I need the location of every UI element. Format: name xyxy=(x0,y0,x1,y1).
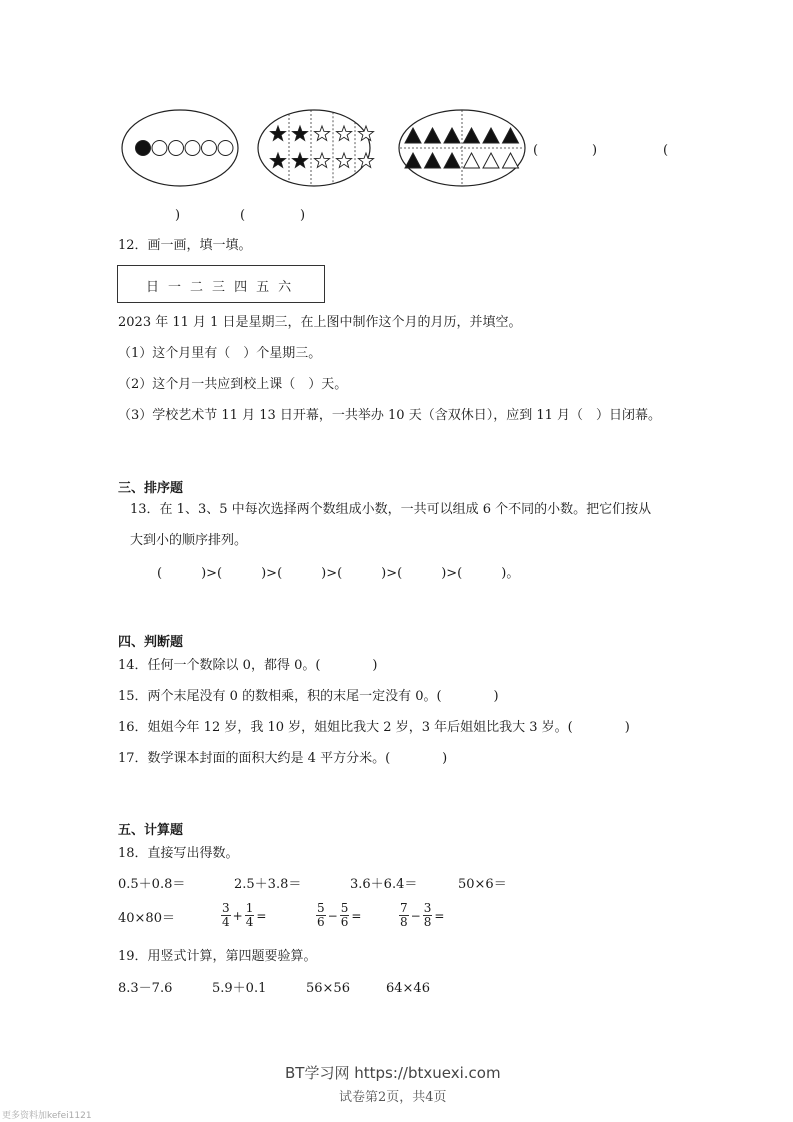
q12-intro: 2023 年 11 月 1 日是星期三，在上图中制作这个月的月历，并填空。 xyxy=(118,315,522,330)
section3-heading: 三、排序题 xyxy=(118,481,184,496)
empty-circle-icon xyxy=(152,141,167,156)
star-group-figure xyxy=(258,110,374,186)
side-watermark: 更多资料加kefei1121 xyxy=(2,1111,92,1121)
empty-star-icon xyxy=(358,126,373,140)
q13-order-row: ( )>( )>( )>( )>( )>( )。 xyxy=(157,566,520,581)
judge-item-15: 15．两个末尾没有 0 的数相乘，积的末尾一定没有 0。( ) xyxy=(118,689,499,704)
blank-open-paren: ( xyxy=(240,208,246,223)
fraction xyxy=(423,902,433,929)
numerator: 7 xyxy=(400,901,408,915)
calc-item: 2.5＋3.8＝ xyxy=(234,877,302,892)
numerator: 3 xyxy=(423,901,432,915)
q12-sub3: （3）学校艺术节 11 月 13 日开幕，一共举办 10 天（含双休日），应到 11 月（ ）日闭幕。 xyxy=(118,408,661,423)
filled-triangle-icon xyxy=(425,128,441,143)
blank-close-paren: ) xyxy=(175,208,181,223)
denominator: 4 xyxy=(245,915,254,929)
blank-open-paren: ( xyxy=(663,143,669,158)
weekday-label: 六 xyxy=(278,280,292,295)
q12-title: 12．画一画，填一填。 xyxy=(118,238,252,253)
weekday-label: 五 xyxy=(256,280,270,295)
q18-title: 18．直接写出得数。 xyxy=(118,846,239,861)
calc-item: 40×80＝ xyxy=(118,911,175,926)
denominator: 6 xyxy=(317,915,325,929)
filled-star-icon xyxy=(270,153,285,167)
filled-triangle-icon xyxy=(444,153,460,168)
filled-triangle-icon xyxy=(405,153,421,168)
filled-triangle-icon xyxy=(405,128,421,143)
filled-triangle-icon xyxy=(503,128,519,143)
equals: = xyxy=(434,908,445,923)
filled-star-icon xyxy=(270,126,285,140)
calc-item: 0.5＋0.8＝ xyxy=(118,877,186,892)
q13-line1: 13．在 1、3、5 中每次选择两个数组成小数，一共可以组成 6 个不同的小数。把它们按从 xyxy=(130,502,652,517)
judge-item-16: 16．姐姐今年 12 岁，我 10 岁，姐姐比我大 2 岁，3 年后姐姐比我大 3 岁。( ) xyxy=(118,720,630,735)
vertical-calc-item: 64×46 xyxy=(386,981,430,996)
site-watermark: BT学习网 https://btxuexi.com xyxy=(285,1064,501,1082)
empty-star-icon xyxy=(336,153,351,167)
filled-star-icon xyxy=(292,126,307,140)
blank-close-paren: ) xyxy=(592,143,598,158)
weekday-label: 三 xyxy=(212,280,226,295)
denominator: 8 xyxy=(423,915,432,929)
empty-triangle-icon xyxy=(464,153,480,168)
empty-circle-icon xyxy=(185,141,200,156)
calc-item: 50×6＝ xyxy=(458,877,507,892)
fraction-expression xyxy=(399,902,446,929)
filled-triangle-icon xyxy=(464,128,480,143)
numerator: 5 xyxy=(317,901,325,915)
fraction xyxy=(221,902,231,929)
triangle-group-figure xyxy=(399,110,525,186)
section4-heading: 四、判断题 xyxy=(118,635,184,650)
fraction xyxy=(316,902,326,929)
filled-star-icon xyxy=(292,153,307,167)
fraction-expression xyxy=(221,902,268,929)
operator: + xyxy=(232,908,243,923)
operator: − xyxy=(410,908,421,923)
numerator: 1 xyxy=(245,901,254,915)
q13-line2: 大到小的顺序排列。 xyxy=(130,533,248,548)
fraction xyxy=(245,902,255,929)
circle-group-figure xyxy=(122,110,238,186)
q19-title: 19．用竖式计算，第四题要验算。 xyxy=(118,949,317,964)
empty-triangle-icon xyxy=(503,153,519,168)
q11-figures xyxy=(118,108,538,190)
vertical-calc-item: 56×56 xyxy=(306,981,350,996)
empty-star-icon xyxy=(314,153,329,167)
vertical-calc-item: 5.9＋0.1 xyxy=(212,981,267,996)
filled-triangle-icon xyxy=(483,128,499,143)
calendar-header-box xyxy=(117,265,325,303)
empty-star-icon xyxy=(314,126,329,140)
section5-heading: 五、计算题 xyxy=(118,823,184,838)
filled-circle-icon xyxy=(136,141,151,156)
denominator: 8 xyxy=(400,915,408,929)
page-number: 试卷第2页，共4页 xyxy=(339,1090,447,1105)
fraction xyxy=(340,902,350,929)
denominator: 4 xyxy=(222,915,230,929)
blank-open-paren: ( xyxy=(533,143,539,158)
vertical-calc-item: 8.3－7.6 xyxy=(118,981,173,996)
filled-triangle-icon xyxy=(444,128,460,143)
empty-star-icon xyxy=(336,126,351,140)
operator: − xyxy=(327,908,338,923)
equals: = xyxy=(351,908,362,923)
empty-star-icon xyxy=(358,153,373,167)
fraction xyxy=(399,902,409,929)
weekday-label: 一 xyxy=(168,280,182,295)
calc-item: 3.6＋6.4＝ xyxy=(350,877,418,892)
numerator: 5 xyxy=(340,901,349,915)
empty-circle-icon xyxy=(202,141,217,156)
judge-item-14: 14．任何一个数除以 0，都得 0。( ) xyxy=(118,658,378,673)
empty-circle-icon xyxy=(218,141,233,156)
equals: = xyxy=(256,908,267,923)
empty-circle-icon xyxy=(169,141,184,156)
empty-triangle-icon xyxy=(483,153,499,168)
weekday-labels xyxy=(146,276,300,295)
weekday-label: 二 xyxy=(190,280,204,295)
blank-close-paren: ) xyxy=(300,208,306,223)
weekday-label: 四 xyxy=(234,280,248,295)
numerator: 3 xyxy=(222,901,230,915)
fraction-expression xyxy=(316,902,363,929)
denominator: 6 xyxy=(340,915,349,929)
filled-triangle-icon xyxy=(425,153,441,168)
q12-sub1: （1）这个月里有（ ）个星期三。 xyxy=(118,346,322,361)
judge-item-17: 17．数学课本封面的面积大约是 4 平方分米。( ) xyxy=(118,751,448,766)
weekday-label: 日 xyxy=(146,280,160,295)
q12-sub2: （2）这个月一共应到校上课（ ）天。 xyxy=(118,377,348,392)
